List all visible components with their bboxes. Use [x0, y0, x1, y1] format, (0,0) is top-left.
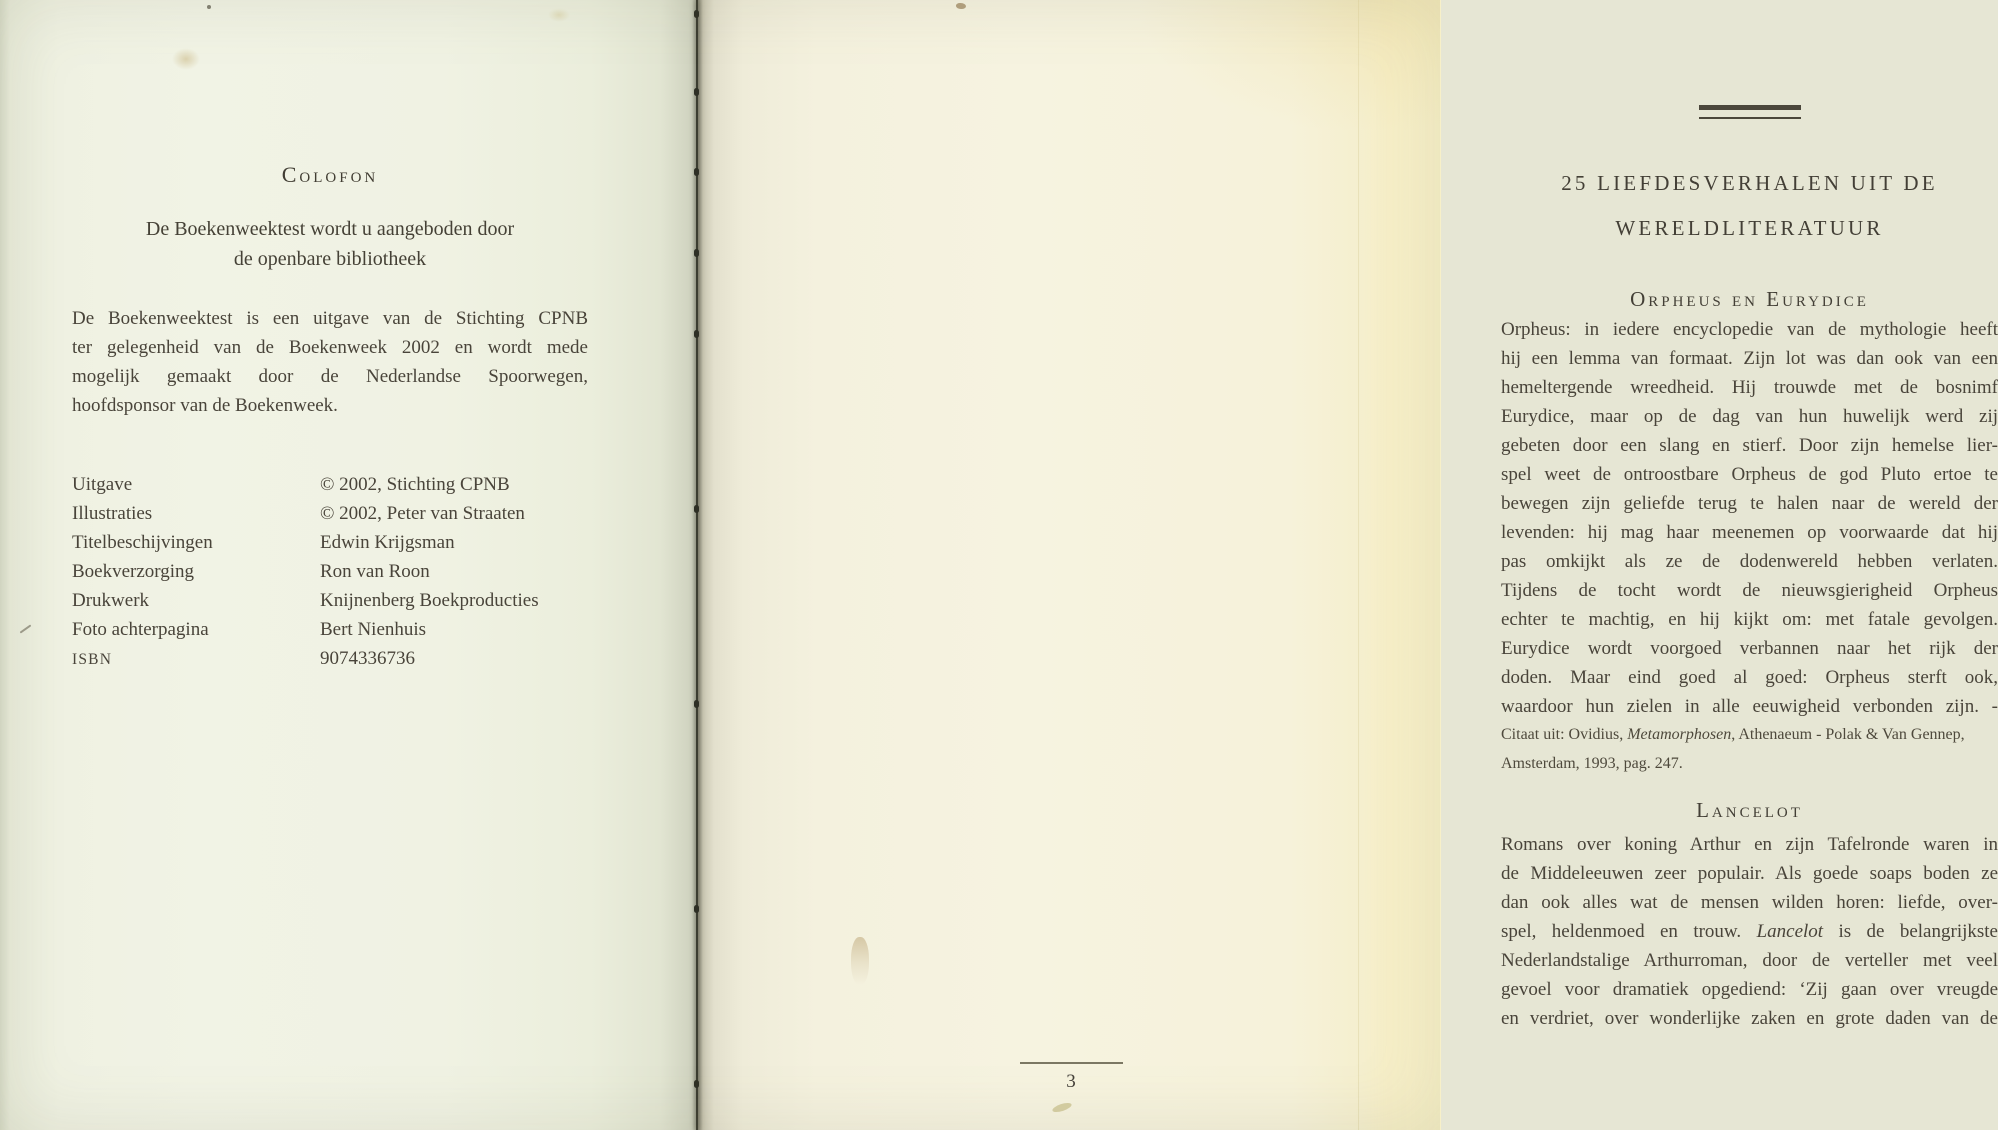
credit-label: Titelbeschijvingen: [72, 532, 213, 553]
credit-row: [72, 615, 588, 644]
citation: [1501, 721, 1998, 778]
credits-list: [72, 470, 588, 674]
credit-row: [72, 528, 588, 557]
binding-stitch: [694, 700, 699, 708]
credit-label: Uitgave: [72, 474, 133, 495]
text-line: Eurydice, maar op de dag van hun huwelijk werd zij: [1501, 406, 1998, 427]
text-line: Orpheus: in iedere encyclopedie van de mythologie heeft: [1501, 319, 1998, 340]
orpheus-paragraph: [1501, 315, 1998, 721]
text-line: De Boekenweektest is een uitgave van de Stichting CPNB: [72, 308, 588, 329]
page-number: 3: [1066, 1071, 1076, 1092]
ornament-thin-bar: [1699, 117, 1801, 119]
text-line: gebeten door een slang en stierf. Door zijn hemelse lier-: [1501, 435, 1998, 456]
book-title: [1501, 161, 1998, 251]
credit-value: © 2002, Stichting CPNB: [320, 474, 510, 495]
page-edge: [1358, 0, 1441, 1130]
text-line: spel, heldenmoed en trouw. Lancelot is de belangrijkste: [1501, 921, 1998, 942]
text-line: hij een lemma van formaat. Zijn lot was dan ook van een: [1501, 348, 1998, 369]
text-line: Eurydice wordt voorgoed verbannen naar het rijk der: [1501, 638, 1998, 659]
credit-label: Drukwerk: [72, 590, 150, 611]
text-line: bewegen zijn geliefde terug te halen naar de wereld der: [1501, 493, 1998, 514]
binding-stitch: [694, 88, 699, 96]
credit-row: [72, 586, 588, 615]
credit-value: 9074336736: [320, 648, 415, 669]
text-line: gevoel voor dramatiek opgediend: ‘Zij gaan over vreugde: [1501, 979, 1998, 1000]
text-line: doden. Maar eind goed al goed: Orpheus sterft ook,: [1501, 667, 1998, 688]
credit-label: Boekverzorging: [72, 561, 195, 582]
text-line: de openbare bibliotheek: [233, 248, 427, 270]
binding-stitch: [694, 168, 699, 176]
binding-stitch: [694, 905, 699, 913]
credit-value: Bert Nienhuis: [320, 619, 427, 640]
ornament-thick-bar: [1699, 105, 1801, 110]
credit-value: © 2002, Peter van Straaten: [320, 503, 525, 524]
credit-label: Illustraties: [72, 503, 153, 524]
credit-value: Knijnenberg Boekproducties: [320, 590, 539, 611]
text-line: spel weet de ontroostbare Orpheus de god Pluto ertoe te: [1501, 464, 1998, 485]
binding-stitch: [694, 10, 699, 18]
text-line: hoofdsponsor van de Boekenweek.: [72, 395, 338, 416]
text-line: Nederlandstalige Arthurroman, door de verteller met veel: [1501, 950, 1998, 971]
text-line: Citaat uit: Ovidius, Metamorphosen, Athenaeum - Polak & Van Gennep,: [1501, 726, 1965, 743]
section-heading-orpheus: Orpheus en Eurydice: [1630, 287, 1869, 311]
text-line: en verdriet, over wonderlijke zaken en grote daden van de: [1501, 1008, 1998, 1029]
story-page: [698, 0, 1998, 1130]
footer-rule: [1020, 1062, 1123, 1064]
text-line: pas omkijkt als ze de dodenwereld hebben verlaten.: [1501, 551, 1998, 572]
credit-row: [72, 499, 588, 528]
text-line: dan ook alles wat de mensen wilden horen: liefde, over-: [1501, 892, 1998, 913]
colophon-page: [0, 0, 698, 1130]
credit-label: Foto achterpagina: [72, 619, 209, 640]
binding-stitch: [694, 1080, 699, 1088]
lancelot-paragraph: [1501, 830, 1998, 1033]
text-line: Amsterdam, 1993, pag. 247.: [1501, 754, 1683, 772]
credit-row: [72, 470, 588, 499]
binding-stitch: [694, 505, 699, 513]
colofon-paragraph: [72, 304, 588, 420]
colofon-intro: [72, 214, 588, 274]
colofon-heading: Colofon: [281, 162, 379, 187]
text-line: levenden: hij mag haar meenemen op voorwaarde dat hij: [1501, 522, 1998, 543]
credit-row: [72, 644, 588, 674]
text-line: de Middeleeuwen zeer populair. Als goede soaps boden ze: [1501, 863, 1998, 884]
section-heading-lancelot: Lancelot: [1696, 798, 1803, 822]
text-line: hemeltergende wreedheid. Hij trouwde met de bosnimf: [1501, 377, 1998, 398]
text-line: mogelijk gemaakt door de Nederlandse Spoorwegen,: [72, 366, 588, 387]
text-line: echter te machtig, en hij kijkt om: met fatale gevolgen.: [1501, 609, 1998, 630]
credit-row: [72, 557, 588, 586]
binding-stitch: [694, 249, 699, 257]
double-rule-ornament: [1501, 105, 1998, 119]
credit-value: Edwin Krijgsman: [320, 532, 455, 553]
binding-stitch: [694, 330, 699, 338]
text-line: Tijdens de tocht wordt de nieuwsgierigheid Orpheus: [1501, 580, 1998, 601]
text-line: ter gelegenheid van de Boekenweek 2002 en wordt mede: [72, 337, 588, 358]
text-line: 25 LIEFDESVERHALEN UIT DE: [1561, 171, 1938, 195]
credit-value: Ron van Roon: [320, 561, 430, 582]
text-line: waardoor hun zielen in alle eeuwigheid verbonden zijn. -: [1501, 696, 1998, 717]
text-line: Romans over koning Arthur en zijn Tafelronde waren in: [1501, 834, 1998, 855]
text-line: De Boekenweektest wordt u aangeboden door: [145, 218, 515, 240]
text-line: WERELDLITERATUUR: [1615, 216, 1884, 240]
credit-label: ISBN: [72, 651, 113, 668]
